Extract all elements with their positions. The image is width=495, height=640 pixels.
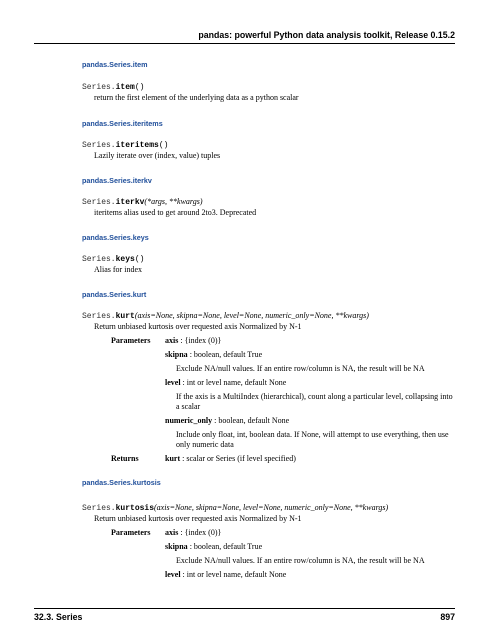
signature-series-item	[82, 82, 144, 92]
param-type: : boolean, default None	[212, 416, 290, 425]
desc-series-kurt: Return unbiased kurtosis over requested axis Normalized by N-1	[94, 322, 302, 331]
param-level	[165, 378, 286, 387]
footer-section: 32.3. Series	[34, 612, 83, 622]
param-skipna	[165, 350, 262, 359]
signature-series-kurt	[82, 311, 369, 321]
param-type: : int or level name, default None	[180, 570, 287, 579]
sig-function: iteritems	[115, 141, 159, 150]
signature-series-iteritems	[82, 140, 168, 150]
param-name: level	[165, 570, 181, 579]
signature-series-keys	[82, 254, 144, 264]
desc-series-kurtosis: Return unbiased kurtosis over requested axis Normalized by N-1	[94, 514, 302, 523]
sig-class: Series.	[82, 83, 116, 92]
param-level	[165, 570, 286, 579]
sig-args: (*args, **kwargs)	[144, 197, 203, 206]
header-rule	[34, 43, 455, 44]
signature-series-kurtosis	[82, 503, 388, 513]
param-skipna	[165, 542, 262, 551]
sig-args: ()	[134, 83, 145, 92]
heading-series-kurtosis[interactable]: pandas.Series.kurtosis	[82, 478, 161, 487]
heading-series-iterkv[interactable]: pandas.Series.iterkv	[82, 176, 152, 185]
sig-class: Series.	[82, 141, 116, 150]
param-axis	[165, 336, 221, 345]
sig-class: Series.	[82, 255, 116, 264]
params-label: Parameters	[111, 336, 151, 345]
sig-args: ()	[158, 141, 169, 150]
sig-function: item	[115, 83, 135, 92]
param-type: : boolean, default True	[187, 350, 263, 359]
heading-series-kurt[interactable]: pandas.Series.kurt	[82, 290, 147, 299]
sig-class: Series.	[82, 504, 116, 513]
signature-series-iterkv	[82, 197, 203, 207]
desc-series-item: return the first element of the underlying data as a python scalar	[94, 93, 299, 102]
param-skipna-desc: Exclude NA/null values. If an entire row/column is NA, the result will be NA	[176, 364, 425, 373]
sig-args: (axis=None, skipna=None, level=None, numeric_only=None, **kwargs)	[134, 311, 369, 320]
param-axis	[165, 528, 221, 537]
param-name: level	[165, 378, 181, 387]
returns-type: : scalar or Series (if level specified)	[180, 454, 296, 463]
footer-rule	[34, 608, 455, 609]
sig-args: (axis=None, skipna=None, level=None, numeric_only=None, **kwargs)	[154, 503, 389, 512]
param-numeric-desc-line2: only numeric data	[176, 440, 234, 449]
returns-value	[165, 454, 296, 463]
param-type: : {index (0)}	[178, 528, 222, 537]
desc-series-iterkv: iteritems alias used to get around 2to3. Deprecated	[94, 208, 257, 217]
param-name: numeric_only	[165, 416, 213, 425]
sig-function: iterkv	[115, 198, 145, 207]
sig-function: kurt	[115, 312, 135, 321]
desc-series-iteritems: Lazily iterate over (index, value) tuples	[94, 151, 221, 160]
heading-series-item[interactable]: pandas.Series.item	[82, 60, 148, 69]
footer-page-number: 897	[440, 612, 455, 622]
heading-series-keys[interactable]: pandas.Series.keys	[82, 233, 149, 242]
param-level-desc-line1: If the axis is a MultiIndex (hierarchical), count along a particular level, collapsing into	[176, 392, 453, 401]
param-level-desc-line2: a scalar	[176, 402, 201, 411]
param-type: : {index (0)}	[178, 336, 222, 345]
heading-series-iteritems[interactable]: pandas.Series.iteritems	[82, 119, 163, 128]
sig-function: keys	[115, 255, 135, 264]
params-label: Parameters	[111, 528, 151, 537]
returns-label: Returns	[111, 454, 139, 463]
sig-args: ()	[134, 255, 145, 264]
desc-series-keys: Alias for index	[94, 265, 142, 274]
sig-class: Series.	[82, 198, 116, 207]
param-numeric-only	[165, 416, 289, 425]
sig-class: Series.	[82, 312, 116, 321]
running-header: pandas: powerful Python data analysis toolkit, Release 0.15.2	[198, 30, 455, 40]
param-skipna-desc: Exclude NA/null values. If an entire row/column is NA, the result will be NA	[176, 556, 425, 565]
param-name: skipna	[165, 350, 188, 359]
param-type: : boolean, default True	[187, 542, 263, 551]
param-name: axis	[165, 528, 179, 537]
param-type: : int or level name, default None	[180, 378, 287, 387]
sig-function: kurtosis	[115, 504, 155, 513]
param-name: axis	[165, 336, 179, 345]
returns-name: kurt	[165, 454, 181, 463]
param-name: skipna	[165, 542, 188, 551]
param-numeric-desc-line1: Include only float, int, boolean data. If None, will attempt to use everything, then use	[176, 430, 449, 439]
